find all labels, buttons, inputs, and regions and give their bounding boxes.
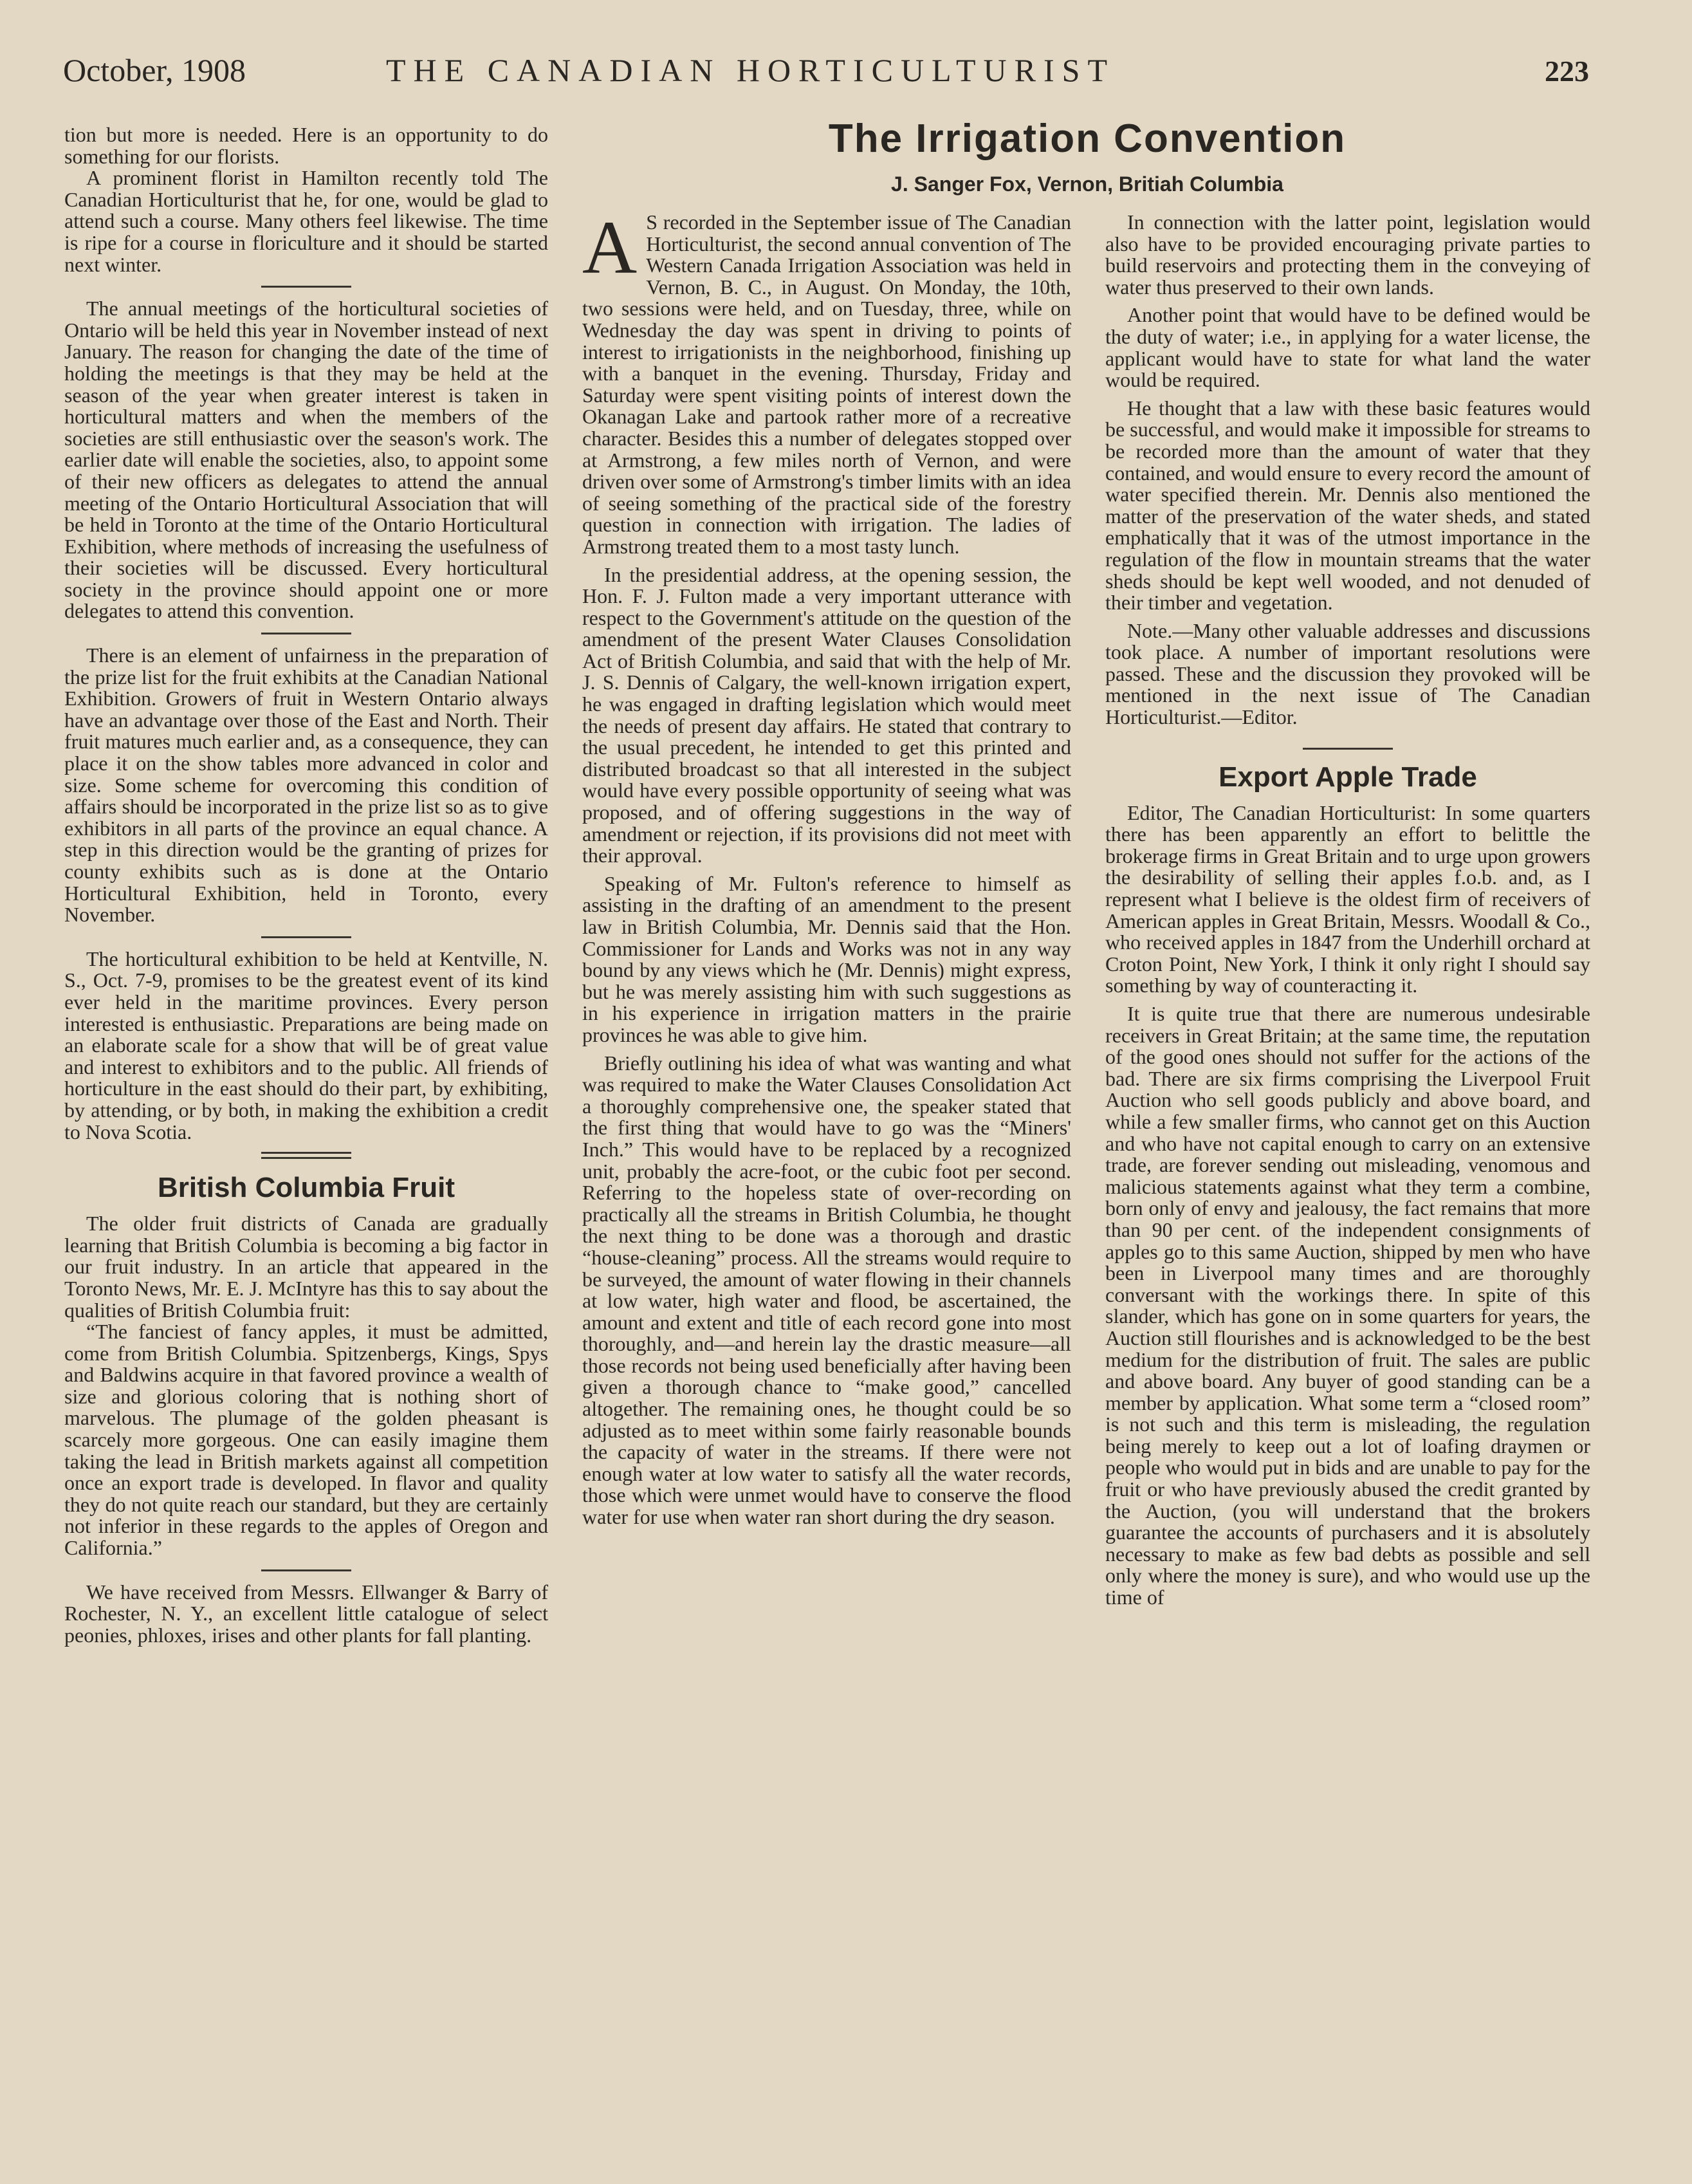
double-rule [261,1152,351,1159]
left-column [64,124,548,1646]
section-divider [1303,748,1393,750]
section-divider [261,633,351,634]
export-apple-title: Export Apple Trade [1218,761,1477,793]
irrigation-paragraph-2: In the presidential address, at the opening session, the Hon. F. J. Fulton made a very important utterance with respect to the Government's attitude on the question of the amendment of the present Water Clauses Consolidation Act of British Columbia, and said that with the help of Mr. J. S. Dennis of Calgary, the well-known irrigation expert, he was engaged in drafting legislation which would meet the needs of present day affairs. He stated that contrary to the usual precedent, he intended to get this printed and distributed broadcast so that all interested in the subject would have every possible opportunity of seeing what was proposed, and of offering suggestions in the way of amendment or rejection, if its provisions did not meet with their approval. [582,562,1071,867]
ellwanger-paragraph: We have received from Messrs. Ellwanger & Barry of Rochester, N. Y., an excellent little catalogue of select peonies, phloxes, irises and other plants for fall planting. [64,1580,548,1647]
irrigation-paragraph-7: He thought that a law with these basic features would be successful, and would make it impossible for streams to be recorded more than the amount of water that they contained, and would ensure to every record the amount of water specified therein. Mr. Dennis also mentioned the matter of the preservation of the water sheds, and stated emphatically that it was of the utmost importance in the regulation of the flow in mountain streams that the water sheds should be kept well wooded, and not denuded of their timber and vegetation. [1105,396,1590,615]
section-divider [261,936,351,938]
irrigation-paragraph-5: In connection with the latter point, legislation would also have to be provided encouraging private parties to build reservoirs and protecting them in the conveying of water thus preserved to their own lands. [1105,210,1590,299]
page-number: 223 [1545,55,1589,88]
issue-date: October, 1908 [63,52,246,88]
kentville-paragraph: The horticultural exhibition to be held at Kentville, N. S., Oct. 7-9, promises to be the greatest event of its kind ever held in the maritime provinces. Every person interested is enthusiastic. Preparations are being made on an elaborate scale for a show that will be of great value and interest to exhibitors and to the public. All friends of horticulture in the east should do their part, by exhibiting, by attending, or by both, in making the exhibition a credit to Nova Scotia. [64,947,548,1143]
irrigation-paragraph-1 [582,205,1071,558]
drop-cap: A [582,205,638,290]
export-paragraph-2: It is quite true that there are numerous undesirable receivers in Great Britain; at the same time, the reputation of the good ones should not suffer for the actions of the bad. There are six firms comprising the Liverpool Fruit Auction who sell goods publicly and above board, and while a few smaller firms, who cannot get on this Auction and who have not capital enough to carry on an extensive trade, are forever sending out misleading, venomous and malicious statements against what they term a combine, born only of envy and jealousy, the fact remains that more than 90 per cent. of the independent consignments of apples go to this same Auction, shipped by men who have been in Liverpool many times and are thoroughly conversant with the workings there. In spite of this slander, which has gone on in some quarters for years, the Auction still flourishes and is acknowledged to be the best medium for the distribution of fruit. The sales are public and above board. Any buyer of good standing can be a member by application. What some term a “closed room” is not such and this term is misleading, the regulation being merely to keep out a lot of loafing draymen or people who would put in bids and are unable to pay for the fruit or who have previously abused the credit granted by the Auction, (you will understand that the brokers guarantee the accounts of purchasers and it is absolutely necessary to make as few bad debts as possible and sell only where the money is sure), and who would use up the time of [1105,1002,1590,1609]
unfairness-paragraph: There is an element of unfairness in the preparation of the prize list for the fruit exhibits at the Canadian National Exhibition. Growers of fruit in Western Ontario always have an advantage over those of the East and North. Their fruit matures much earlier and, as a consequence, they can place it on the show tables more advanced in color and size. Some scheme for overcoming this condition of affairs should be incorporated in the prize list so as to give exhibitors in all parts of the province an equal chance. A step in this direction would be the granting of prizes for county exhibits such as is done at the Ontario Horticultural Exhibition, held in Toronto, every November. [64,643,548,927]
running-header [0,51,1692,97]
florist-paragraph: A prominent florist in Hamilton recently told The Canadian Horticulturist that he, for one, would be glad to attend such a course. Many others feel likewise. The time is ripe for a course in floriculture and it should be started next winter. [64,166,548,276]
irrigation-paragraph-6: Another point that would have to be defined would be the duty of water; i.e., in applying for a water license, the applicant would have to state for what land the water would be required. [1105,303,1590,392]
irrigation-byline: J. Sanger Fox, Vernon, Britiah Columbia [891,172,1283,196]
bc-fruit-quote: “The fanciest of fancy apples, it must be admitted, come from British Columbia. Spitzenbergs, Kings, Spys and Baldwins acquire in that favored province a wealth of size and glorious coloring that is nothing short of marvelous. The plumage of the golden pheasant is scarcely more gorgeous. One can easily imagine them taking the lead in British markets against all competition once an export trade is developed. In flavor and quality they do not quite reach our standard, but they are certainly not inferior in these regards to the apples of Oregon and California.” [64,1320,548,1560]
bc-fruit-intro: The older fruit districts of Canada are gradually learning that British Columbia is becoming a big factor in our fruit industry. In an article that appeared in the Toronto News, Mr. E. J. McIntyre has this to say about the qualities of British Columbia fruit: [64,1212,548,1322]
irrigation-paragraph-3: Speaking of Mr. Fulton's reference to himself as assisting in the drafting of an amendment to the present law in British Columbia, Mr. Dennis said that the Hon. Commissioner for Lands and Works was not in any way bound by any views which he (Mr. Dennis) might express, but he was merely assisting him with such suggestions as in his experience in irrigation matters in the prairie provinces he was able to give him. [582,871,1071,1046]
irrigation-paragraph-1-text: S recorded in the September issue of The Canadian Horticulturist, the second annual convention of The Western Canada Irrigation Association was held in Vernon, B. C., in August. On Monday, the 10th, two sessions were held, and on Tuesday, three, while on Wednesday the day was spent in driving to points of interest to irrigationists in the neighborhood, finishing up with a banquet in the evening. Thursday, Friday and Saturday were spent visiting points of interest down the Okanagan Lake and partook rather more of a recreative character. Besides this a number of delegates stopped over at Armstrong, a few miles north of Vernon, and were driven over some of Armstrong's timber limits with an idea of seeing something of the practical side of the forestry question in connection with irrigation. The ladies of Armstrong treated them to a most tasty lunch. [582,210,1071,558]
irrigation-title: The Irrigation Convention [828,116,1347,161]
editor-note: Note.—Many other valuable addresses and discussions took place. A number of important resolutions were passed. These and the discussion they provoked will be mentioned in the next issue of The Canadian Horticulturist.—Editor. [1105,618,1590,729]
bc-fruit-title: British Columbia Fruit [158,1172,455,1204]
right-column [1105,212,1590,1609]
section-divider [261,286,351,288]
irrigation-paragraph-4: Briefly outlining his idea of what was wanting and what was required to make the Water Clauses Consolidation Act a thoroughly comprehensive one, the speaker stated that the first thing that would have to go was the “Miners' Inch.” This would have to be replaced by a recognized unit, probably the acre-foot, or the cubic foot per second. Referring to the hopeless state of over-recording on practically all the streams in British Columbia, he thought the next thing to be done was a thorough and drastic “house-cleaning” process. All the streams would require to be surveyed, the amount of water flowing in their channels at low water, high water and flood, be ascertained, the amount and extent and title of each record gone into most thoroughly, and—and herein lay the drastic measure—all those records not being used beneficially after having been given a thorough chance to “make good,” cancelled altogether. The remaining ones, he thought could be so adjusted as to meet within some fairly reasonable bounds the capacity of water in the streams. If there were not enough water at low water to satisfy all the water records, those which were unmet would have to conserve the flood water for use when water ran short during the dry season. [582,1051,1071,1529]
export-paragraph-1: Editor, The Canadian Horticulturist: In some quarters there has been apparently an effort to belittle the brokerage firms in Great Britain and to urge upon growers the desirability of selling their apples f.o.b. and, as I represent what I believe is the oldest firm of receivers of American apples in Great Britain, Messrs. Woodall & Co., who received apples in 1847 from the Underhill orchard at Croton Point, New York, I think it only right I should say something by way of counteracting it. [1105,800,1590,997]
section-divider [261,1569,351,1571]
intro-continued: tion but more is needed. Here is an opportunity to do something for our florists. [64,123,548,168]
magazine-title: THE CANADIAN HORTICULTURIST [386,52,1116,88]
middle-column [582,205,1071,1529]
annual-meetings-paragraph: The annual meetings of the horticultural societies of Ontario will be held this year in November instead of next January. The reason for changing the date of the time of holding the meetings is that they may be held at the season of the year when greater interest is taken in horticultural matters and when the members of the societies are still enthusiastic over the season's work. The earlier date will enable the societies, also, to appoint some of their new officers as delegates to attend the annual meeting of the Ontario Horticultural Association that will be held in Toronto at the time of the Ontario Horticultural Exhibition, where methods of increasing the usefulness of their societies will be discussed. Every horticultural society in the province should appoint one or more delegates to attend this convention. [64,297,548,623]
